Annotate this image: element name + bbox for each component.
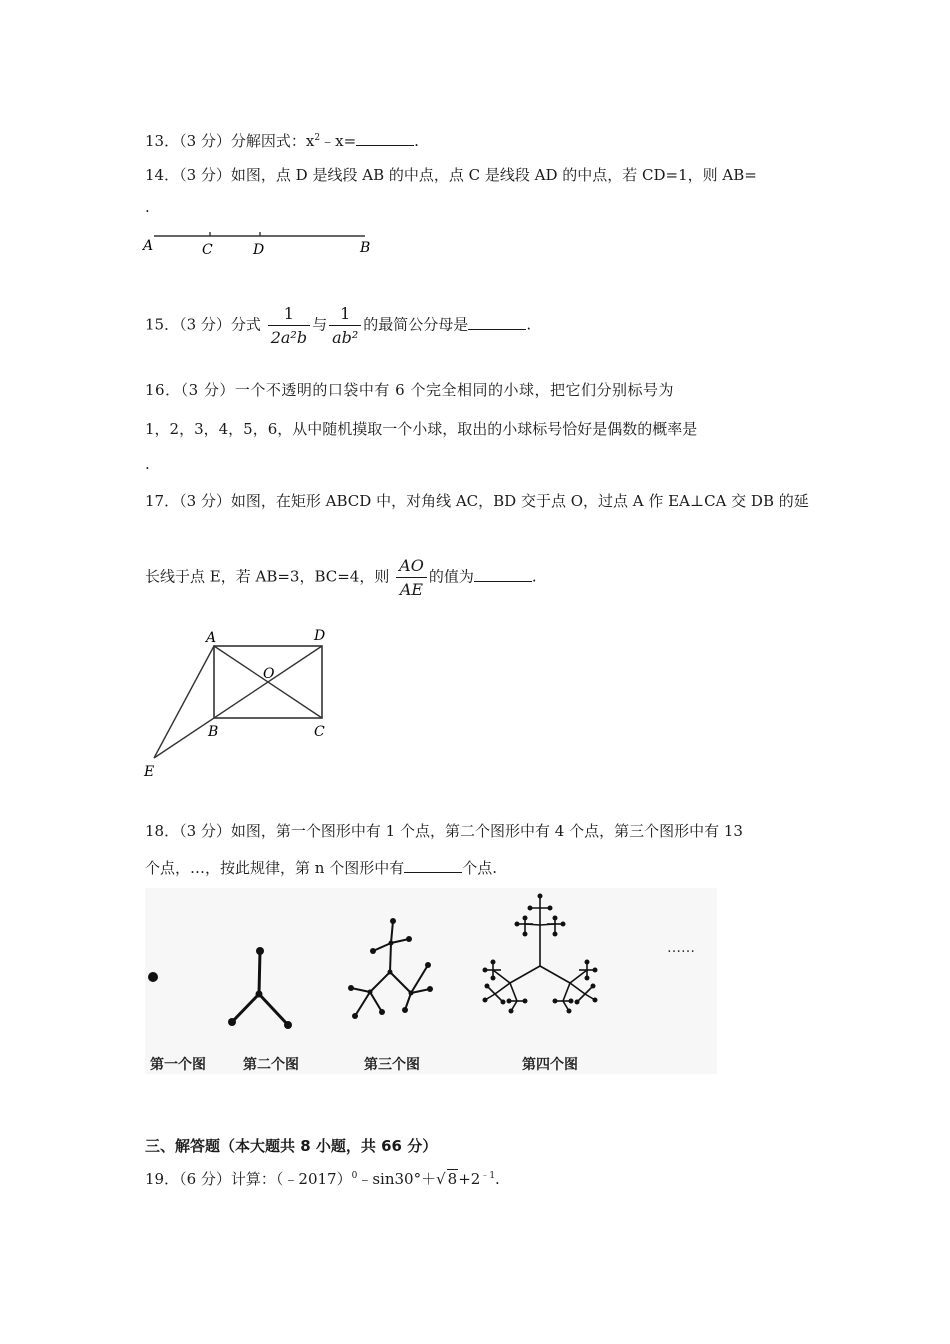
period: . xyxy=(145,198,150,216)
dot xyxy=(148,972,158,982)
question-number: 15． xyxy=(145,315,180,334)
point-label-a: A xyxy=(206,630,217,646)
question-17 xyxy=(145,490,809,511)
fraction-denominator: 2a²b xyxy=(270,328,308,347)
ellipsis: …… xyxy=(667,940,695,956)
fraction-numerator: 1 xyxy=(329,304,361,326)
question-text: 1，2，3，4，5，6，从中随机摸取一个小球，取出的小球标号恰好是偶数的概率是 xyxy=(145,420,698,438)
fraction-ao-ae xyxy=(396,556,427,599)
line-segment-figure xyxy=(140,228,380,260)
rectangle-figure xyxy=(140,625,340,783)
question-score: （6 分） xyxy=(179,1170,231,1188)
question-score: （3 分） xyxy=(180,381,235,399)
point-label-b: B xyxy=(360,240,371,256)
point-label-b: B xyxy=(208,724,219,740)
figure-background xyxy=(145,888,717,1074)
question-text: 与 xyxy=(312,315,328,334)
question-text: 一个不透明的口袋中有 6 个完全相同的小球，把它们分别标号为 xyxy=(234,381,674,399)
fraction-denominator: AE xyxy=(399,580,424,599)
question-score: （3 分） xyxy=(179,315,231,334)
fraction-denominator: ab² xyxy=(332,328,359,347)
question-score: （3 分） xyxy=(179,492,231,510)
point-label-o: O xyxy=(263,666,275,682)
answer-blank xyxy=(474,567,532,582)
answer-blank xyxy=(468,315,526,330)
question-text: 长线于点 E，若 AB=3，BC=4，则 xyxy=(145,567,390,586)
sqrt-sign: √ xyxy=(436,1170,446,1188)
period: . xyxy=(145,455,150,473)
question-text: 个点，…，按此规律，第 n 个图形中有 xyxy=(145,859,405,877)
question-text: 个点. xyxy=(462,859,497,877)
point-label-d: D xyxy=(253,242,265,258)
question-number: 13． xyxy=(145,132,180,150)
point-label-e: E xyxy=(144,764,155,780)
question-number: 16． xyxy=(145,381,181,399)
question-18-line2 xyxy=(145,857,497,878)
caption-figure-3: 第三个图 xyxy=(364,1057,420,1073)
fraction-numerator: AO xyxy=(396,556,427,578)
question-text: 的最简公分母是 xyxy=(363,315,469,334)
question-18 xyxy=(145,820,743,841)
question-13 xyxy=(145,130,419,151)
period: . xyxy=(526,315,532,334)
question-score: （3 分） xyxy=(179,822,231,840)
exponent: 0 xyxy=(351,1171,358,1181)
period: . xyxy=(414,132,419,150)
question-14 xyxy=(145,164,757,185)
point-label-a: A xyxy=(143,238,154,254)
question-text: 计算：（﹣2017） xyxy=(230,1170,352,1188)
question-19 xyxy=(145,1168,500,1189)
question-16-line2 xyxy=(145,418,697,439)
question-text: 如图，第一个图形中有 1 个点，第二个图形中有 4 个点，第三个图形中有 13 xyxy=(230,822,743,840)
question-number: 14． xyxy=(145,166,180,184)
answer-blank xyxy=(356,131,414,146)
question-number: 19． xyxy=(145,1170,180,1188)
question-text: 如图，点 D 是线段 AB 的中点，点 C 是线段 AD 的中点，若 CD=1，则 AB= xyxy=(230,166,757,184)
point-label-d: D xyxy=(314,628,326,644)
question-15 xyxy=(145,304,531,347)
figure-1 xyxy=(148,972,158,982)
answer-blank xyxy=(404,858,462,873)
answer-continuation xyxy=(145,198,150,216)
caption-figure-1: 第一个图 xyxy=(150,1057,206,1073)
radicand: 8 xyxy=(447,1170,458,1188)
fraction-2 xyxy=(329,304,361,347)
question-text: 分解因式：x xyxy=(230,132,315,150)
exponent: ﹣1 xyxy=(480,1171,496,1181)
question-text: +2 xyxy=(458,1170,481,1188)
question-text: 分式 xyxy=(230,315,261,334)
question-text: 如图，在矩形 ABCD 中，对角线 AC，BD 交于点 O，过点 A 作 EA⊥CA 交 DB 的延 xyxy=(230,492,809,510)
question-number: 17． xyxy=(145,492,180,510)
question-17-line2 xyxy=(145,556,537,599)
question-score: （3 分） xyxy=(179,132,231,150)
question-16 xyxy=(145,379,674,400)
fraction-numerator: 1 xyxy=(268,304,310,326)
period: . xyxy=(495,1170,500,1188)
caption-figure-2: 第二个图 xyxy=(243,1057,299,1073)
answer-continuation xyxy=(145,455,150,473)
segment-ea xyxy=(154,646,214,758)
period: . xyxy=(531,567,537,586)
point-label-c: C xyxy=(202,242,213,258)
question-number: 18． xyxy=(145,822,180,840)
pattern-figures xyxy=(145,888,717,1074)
question-text: ﹣x= xyxy=(320,132,357,150)
caption-figure-4: 第四个图 xyxy=(522,1057,578,1073)
point-label-c: C xyxy=(314,724,325,740)
section-heading: 三、解答题（本大题共 8 小题，共 66 分） xyxy=(145,1137,438,1155)
question-text: 的值为 xyxy=(428,567,474,586)
question-text: ﹣sin30°＋ xyxy=(357,1170,437,1188)
exponent: 2 xyxy=(314,133,321,143)
question-score: （3 分） xyxy=(179,166,231,184)
fraction-1 xyxy=(268,304,310,347)
